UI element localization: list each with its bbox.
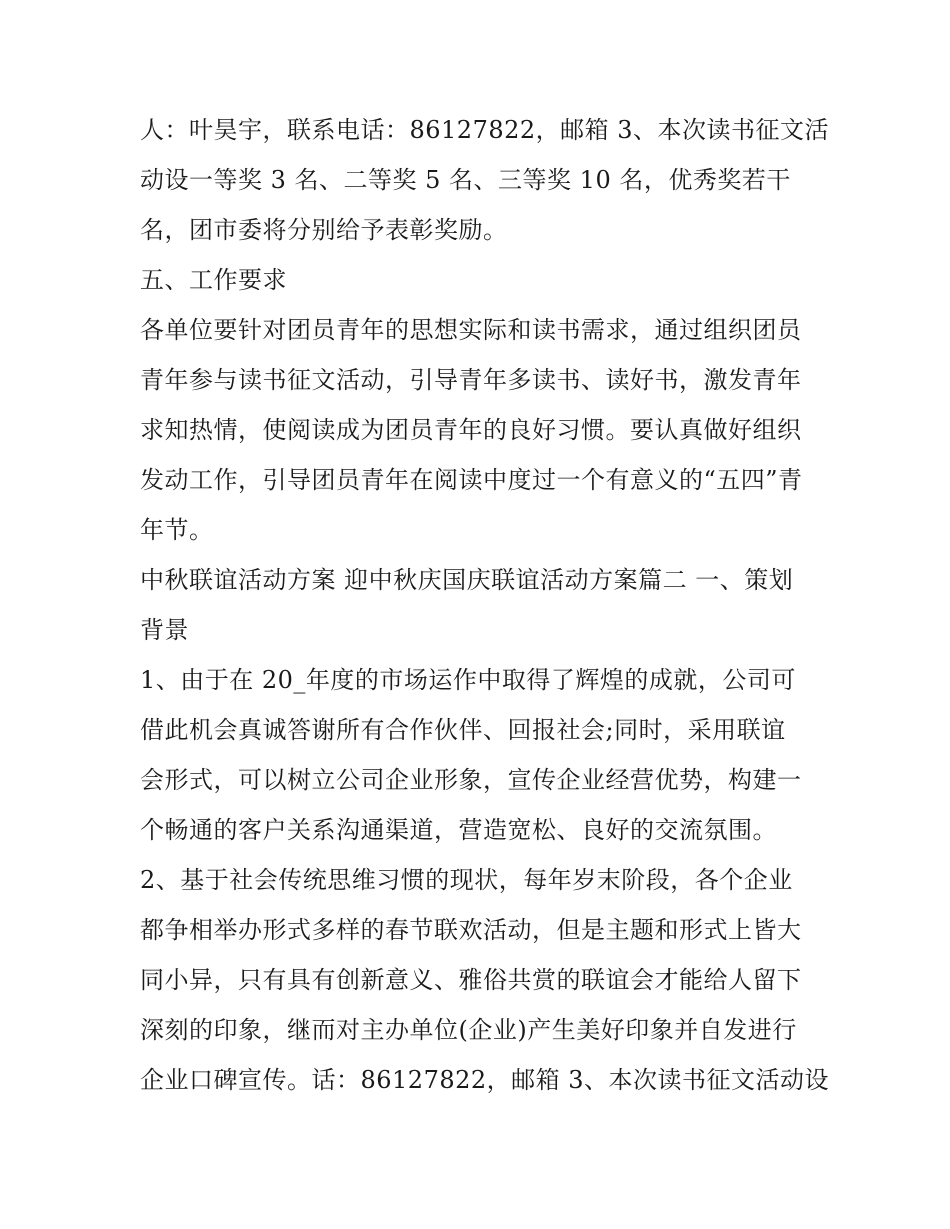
text-line: 1、由于在 20_年度的市场运作中取得了辉煌的成就，公司可 — [140, 666, 796, 694]
text-line: 深刻的印象，继而对主办单位(企业)产生美好印象并自发进行 — [140, 1016, 797, 1044]
text-line: 人：叶昊宇，联系电话：86127822，邮箱 3、本次读书征文活 — [140, 116, 830, 144]
text-line: 求知热情，使阅读成为团员青年的良好习惯。要认真做好组织 — [140, 416, 802, 444]
text-line: 年节。 — [140, 516, 214, 544]
text-line: 会形式，可以树立公司企业形象，宣传企业经营优势，构建一 — [140, 766, 802, 794]
text-line: 各单位要针对团员青年的思想实际和读书需求，通过组织团员 — [140, 316, 802, 344]
text-line: 发动工作，引导团员青年在阅读中度过一个有意义的“五四”青 — [140, 466, 803, 494]
text-line: 名，团市委将分别给予表彰奖励。 — [140, 216, 508, 244]
text-line: 企业口碑宣传。话：86127822，邮箱 3、本次读书征文活动设 — [140, 1066, 830, 1094]
text-line: 动设一等奖 3 名、二等奖 5 名、三等奖 10 名，优秀奖若干 — [140, 166, 791, 194]
text-line: 同小异，只有具有创新意义、雅俗共赏的联谊会才能给人留下 — [140, 966, 802, 994]
text-line: 2、基于社会传统思维习惯的现状，每年岁末阶段，各个企业 — [140, 866, 793, 894]
text-line: 借此机会真诚答谢所有合作伙伴、回报社会;同时，采用联谊 — [140, 716, 786, 744]
text-line: 个畅通的客户关系沟通渠道，营造宽松、良好的交流氛围。 — [140, 816, 777, 844]
text-line: 青年参与读书征文活动，引导青年多读书、读好书，激发青年 — [140, 366, 802, 394]
text-line: 中秋联谊活动方案 迎中秋庆国庆联谊活动方案篇二 一、策划 — [140, 566, 794, 594]
text-line: 背景 — [140, 616, 189, 644]
section-heading: 五、工作要求 — [140, 266, 287, 294]
text-line: 都争相举办形式多样的春节联欢活动，但是主题和形式上皆大 — [140, 916, 802, 944]
